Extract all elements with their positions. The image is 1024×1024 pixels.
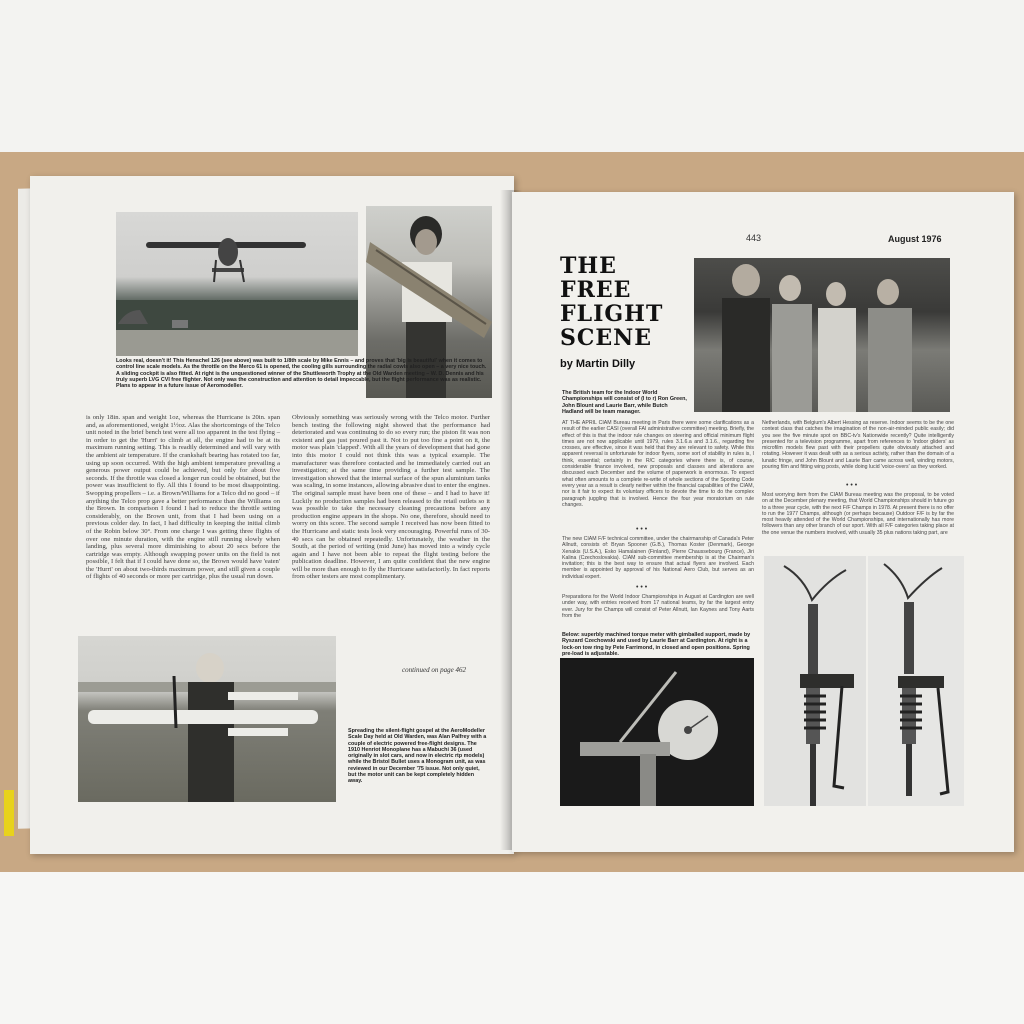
left-column-1: is only 18in. span and weight 1oz, whereas the Hurricane is 20in. span and, as aforementioned, weight 1½oz. Alas the shortcomings of the Telco unit noted in the brief bench test were all too apparent in the test flying – in order to get the 'Hurri' to climb at all, the engine had to be at its maximum running setting. This is readily determined and will vary with the ambient air temperature. If the crankshaft bearing has rotated too far, using up soon occurred. With the high ambient temperature prevailing a generous power output could be achieved, but only for about five seconds. If the throttle was closed a longer run could be obtained, but the power was insufficient to fly. All this I found to be most disappointing. Swopping propellers – i.e. a Brown/Williams for a Telco did no good – if anything the Telco prop gave a better performance than the Williams on the Brown. In comparison I found I had to reduce the throttle setting considerably, on the Brown unit, from that I had been using on a previous colder day. In fact, I had difficulty in keeping the initial climb of the Robin below 30°. From one charge I was getting three flights of over one minute duration, with the engine still running slowly when landing, plus several more diminishing to about 20 secs before the cartridge was empty. Although swapping power units on the field is not possible, I felt that if I could have done so, the Brown would have 'eaten' the 'Hurri' on about two-thirds maximum power, and still given a couple of flights of 40 seconds or more per cartridge, plus the usual run down.	[86, 414, 280, 581]
photo-caption-bottom: Spreading the silent-flight gospel at the AeroModeller Scale Day held at Old Warden, was Alan Palfrey with a couple of electric powered free-flight designs. The 1910 Henriot Monoplane has a Mabuchi 36 (used originally in slot cars, and now in electric rtp models) while the Bristol Bullet uses a Monogram unit, as was reviewed in our December '75 issue. Not only quiet, but the motor unit can be kept completely hidden away.	[348, 728, 487, 785]
photo-tow-ring-open	[868, 556, 964, 806]
photo-electric-model	[78, 636, 336, 802]
torque-meter-graphic	[560, 658, 754, 806]
photo-british-team	[694, 258, 950, 412]
tow-ring-closed-graphic	[764, 556, 866, 806]
background-wall	[0, 0, 1024, 152]
tow-ring-open-graphic	[868, 556, 964, 806]
photo-torque-meter	[560, 658, 754, 806]
right-column-1c: Preparations for the World Indoor Championships in August at Cardington are well under way, with entries received from 17 national teams, by far the largest entry ever. Jury for the Champs will consist of Peter Allnutt, Ian Kaynes and Tony Aarts from the	[562, 594, 754, 619]
electric-model-graphic	[78, 636, 336, 802]
section-divider-3: • • •	[846, 482, 858, 489]
continued-note: continued on page 462	[402, 666, 466, 674]
right-column-2: Netherlands, with Belgium's Albert Hessing as reserve. Indoor seems to be the one contest class that catches the imagination of the non-air-minded public easily; did you see the five minute spot on BBC-tv's Nationwide recently? Quite intelligently presented for a television programme, apart from references to 'indoor gliders' as microfilm models flew past with their propellers quite obviously attached and rotating. However it was dealt with as a serious activity, rather than the domain of a lunatic fringe, and John Blount and Laurie Barr came across well, winding motors, pouring film and fitting wing posts, while doing lucid 'voice-overs' as they worked.	[762, 420, 954, 471]
section-divider-2: • • •	[636, 584, 648, 591]
left-column-2: Obviously something was seriously wrong with the Telco motor. Further bench testing the following night showed that the performance had deteriorated and was continuing to do so every run; the piston fit was non existent and gas just poured past it. Not to put too fine a point on it, the motor was plain 'clapped'. With all the years of development that had gone into this motor I could not think this was a typical example. The manufacturer was therefore contacted and he immediately carried out an investigation; at the same time providing a further test sample. The investigation showed that the internal surface of the spun aluminium tanks was scaling, in some instances, allowing abrasive dust to enter the engines. The original sample must have been one of these – and I had to have it! Luckily no production samples had been released to the retail outlets so it was possible to take the necessary cleaning precautions before any production engine appears in the shops. No one, therefore, should need to worry on this score. The second sample I received has now been fitted to the Hurricane and static tests look very encouraging. Powerful runs of 30-40 secs can be obtained repeatedly. Unfortunately, the weather in the South, at the period of writing (mid June) has moved into a windy cycle again and I have not been able to repeat the flight testing before the publication deadline. However, I am quite confident that the new engine will be more than enough to fly the Hurricane satisfactorily. In fact reports from other testers are most complimentary.	[292, 414, 490, 581]
right-column-2b: Most worrying item from the CIAM Bureau meeting was the proposal, to be voted on at the December plenary meeting, that World Championships should in future go to a three year cycle, with the next F/F Champs in 1978. At present there is no offer to run the 1977 Champs, although (or perhaps because) Outdoor F/F is by far the most heavily attended of the World Championships, and internationally has more followers than any other branch of our sport. With all F/F categories taking place at the one venue the numbers involved, with usually 35 plus nations taking part, are	[762, 492, 954, 536]
photo-tow-ring-closed	[764, 556, 866, 806]
article-headline: THE FREE FLIGHT SCENE	[560, 253, 664, 351]
photo-henschel-flying	[116, 212, 358, 356]
team-photo-caption: The British team for the Indoor World Championships will consist of (l to r) Ron Green, John Blount and Laurie Barr, while Butch Hadland will be team manager.	[562, 390, 687, 415]
right-column-1b: The new CIAM F/F technical committee, under the chairmanship of Canada's Peter Allnutt, consists of: Bryan Spooner (G.B.), Thomas Koster (Denmark), George Xenakis (U.S.A.), Esko Hamalainen (Finland), Pierre Chaussebourg (France), Jiri Kalina (Czechoslovakia). CIAM sub-committee membership is at the Chairman's invitation; this is the best way to ensure that actual flyers are involved. Each member is appointed by approval of his National Aero Club, but serves as an individual expert.	[562, 536, 754, 580]
aircraft-scene-graphic	[116, 212, 358, 356]
cover-edge	[4, 790, 14, 836]
photo-caption-top: Looks real, doesn't it! This Henschel 126 (see above) was built to 1/8th scale by Mike Ennis – and proves that 'big is beautiful' when it comes to control line scale models. As the throttle on the Merco 61 is opened, the cooling gills surrounding the radial cowls also open – a very nice touch. A sliding cockpit is also fitted. At right is the unquestioned winner of the Shuttleworth Trophy at the Old Warden meeting – W. D. Dennis and his truly superb LVG CVI free flighter. Not only was the construction and attention to detail impeccable, but the flight performance was as realistic. Plans to appear in a future issue of Aeromodeller.	[116, 358, 487, 390]
article-byline: by Martin Dilly	[560, 358, 636, 370]
right-column-1: AT THE APRIL CIAM Bureau meeting in Paris there were some clarifications as a result of the earlier CASI (overall FAI administrative committee) meeting. Briefly, the effect of this is that the indoor rule changes on steering and official minimum flight times are not now applicable until 1979, rules 3.1.6.a and 3.1.6., regarding fire crosses, are effective, since it was held that they are relevant to safety. While this apparent reversal is unfortunate for indoor flyers, some sort of stability in rules is, I think, essential; certainly in the R/C categories where there is, of course, considerable finance involved, new proposals and classes and alterations are discussed each December and the volume of paperwork is enormous. To expect what often amounts to a complete re-write of whole sections of the Sporting Code every year as a result is clearly neither within the financial capabilities of the CIAM, nor is it fair to expect its voluntary officers to devote the time to do the complex paragraph juggling that is involved. Hence the four year moratorium on rule changes.	[562, 420, 754, 508]
page-number: 443	[746, 233, 762, 243]
tool-photo-caption: Below: superbly machined torque meter with gimballed support, made by Ryszard Czechowski and used by Laurie Barr at Cardington. At right is a lock-on tow ring by Pete Farrimond, in closed and open positions. Spring pre-load is adjustable.	[562, 632, 751, 657]
team-group-graphic	[694, 258, 950, 412]
issue-date: August 1976	[888, 234, 942, 244]
section-divider-1: • • •	[636, 526, 648, 533]
background-floor	[0, 872, 1024, 1024]
